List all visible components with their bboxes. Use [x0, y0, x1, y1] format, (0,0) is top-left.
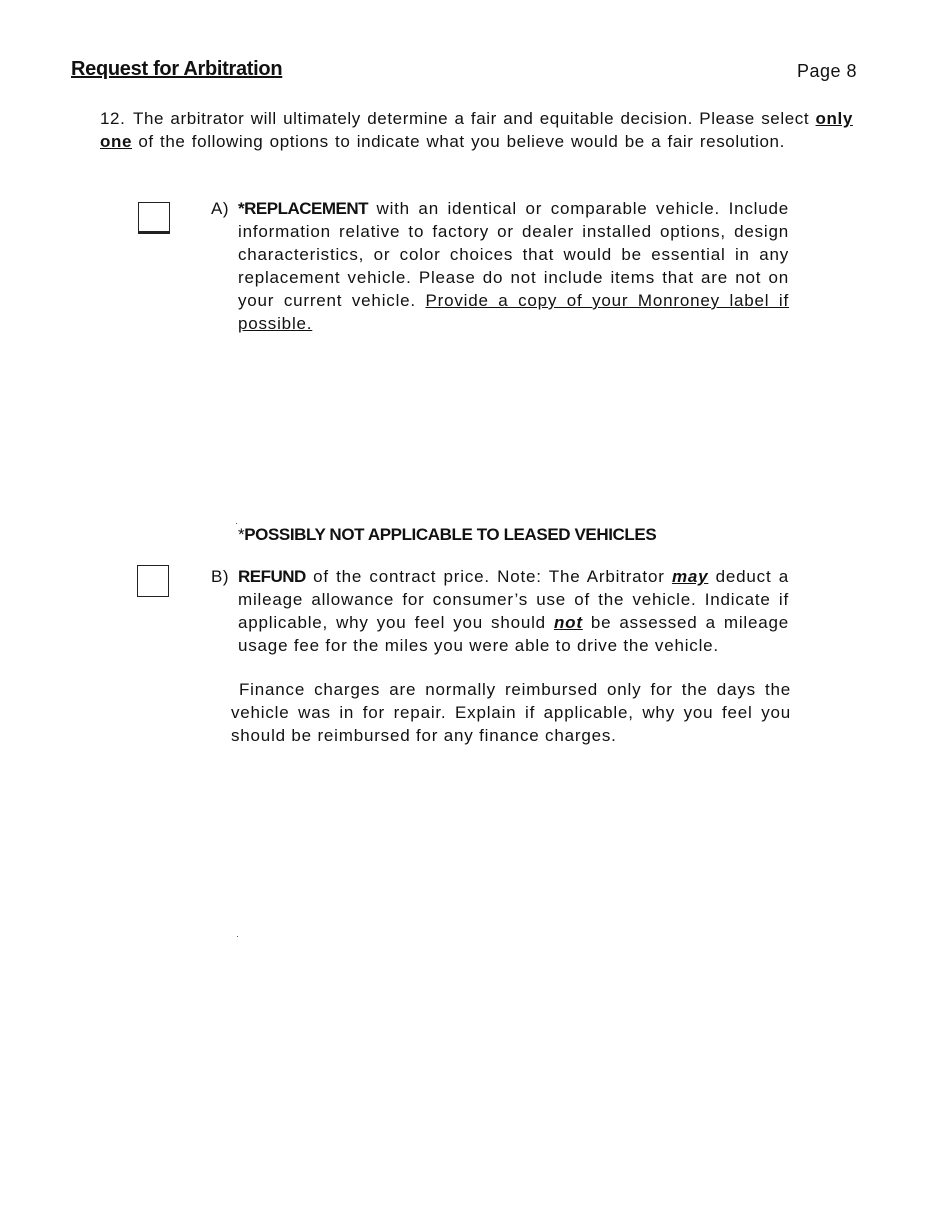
monroney-label-note: Provide a copy of your Monroney label if possible.	[238, 291, 790, 333]
option-a-heading: *REPLACEMENT	[238, 199, 369, 218]
leased-vehicles-note	[238, 525, 656, 545]
question-number: 12.	[100, 109, 126, 128]
option-a-letter: A)	[211, 199, 229, 218]
option-b-heading: REFUND	[238, 567, 306, 586]
option-b-letter: B)	[211, 567, 229, 586]
page-title: Request for Arbitration	[71, 58, 283, 80]
stray-mark	[236, 523, 237, 524]
question-text-end: of the following options to indicate what you believe would be a fair resolution.	[132, 132, 785, 151]
option-a-text	[238, 197, 789, 335]
leased-note-text: POSSIBLY NOT APPLICABLE TO LEASED VEHICLES	[244, 525, 657, 544]
option-b-body-1: of the contract price. Note: The Arbitrator	[305, 567, 672, 586]
option-b-body-2: deduct a mileage allowance for consumer’s use of the vehicle. Indicate if applicable, why you feel you should	[238, 567, 789, 632]
finance-charges-text: Finance charges are normally reimbursed only for the days the vehicle was in for repair. Explain if applicable, why you feel you should be reimbursed for any finance charges.	[231, 680, 791, 745]
option-b-emphasis-not: not	[553, 613, 583, 632]
option-b-text	[238, 565, 789, 657]
leased-note-asterisk: *	[238, 525, 245, 544]
question-12	[100, 107, 875, 153]
replacement-checkbox[interactable]	[138, 202, 170, 234]
refund-checkbox[interactable]	[137, 565, 169, 597]
question-text-start: The arbitrator will ultimately determine a fair and equitable decision. Please select	[133, 109, 816, 128]
option-b-emphasis-may: may	[671, 567, 709, 586]
option-b-body-3: be assessed a mileage usage fee for the miles you were able to drive the vehicle.	[238, 613, 789, 655]
stray-mark	[237, 936, 238, 937]
question-emphasis: only one	[100, 109, 853, 151]
option-a-body: with an identical or comparable vehicle. Include information relative to factory or dealer installed options, design characteristics, or color choices that would be essential in any replacement vehicle. Please do not include items that are not on your current vehicle.	[238, 199, 789, 310]
page-number: Page 8	[797, 61, 858, 81]
